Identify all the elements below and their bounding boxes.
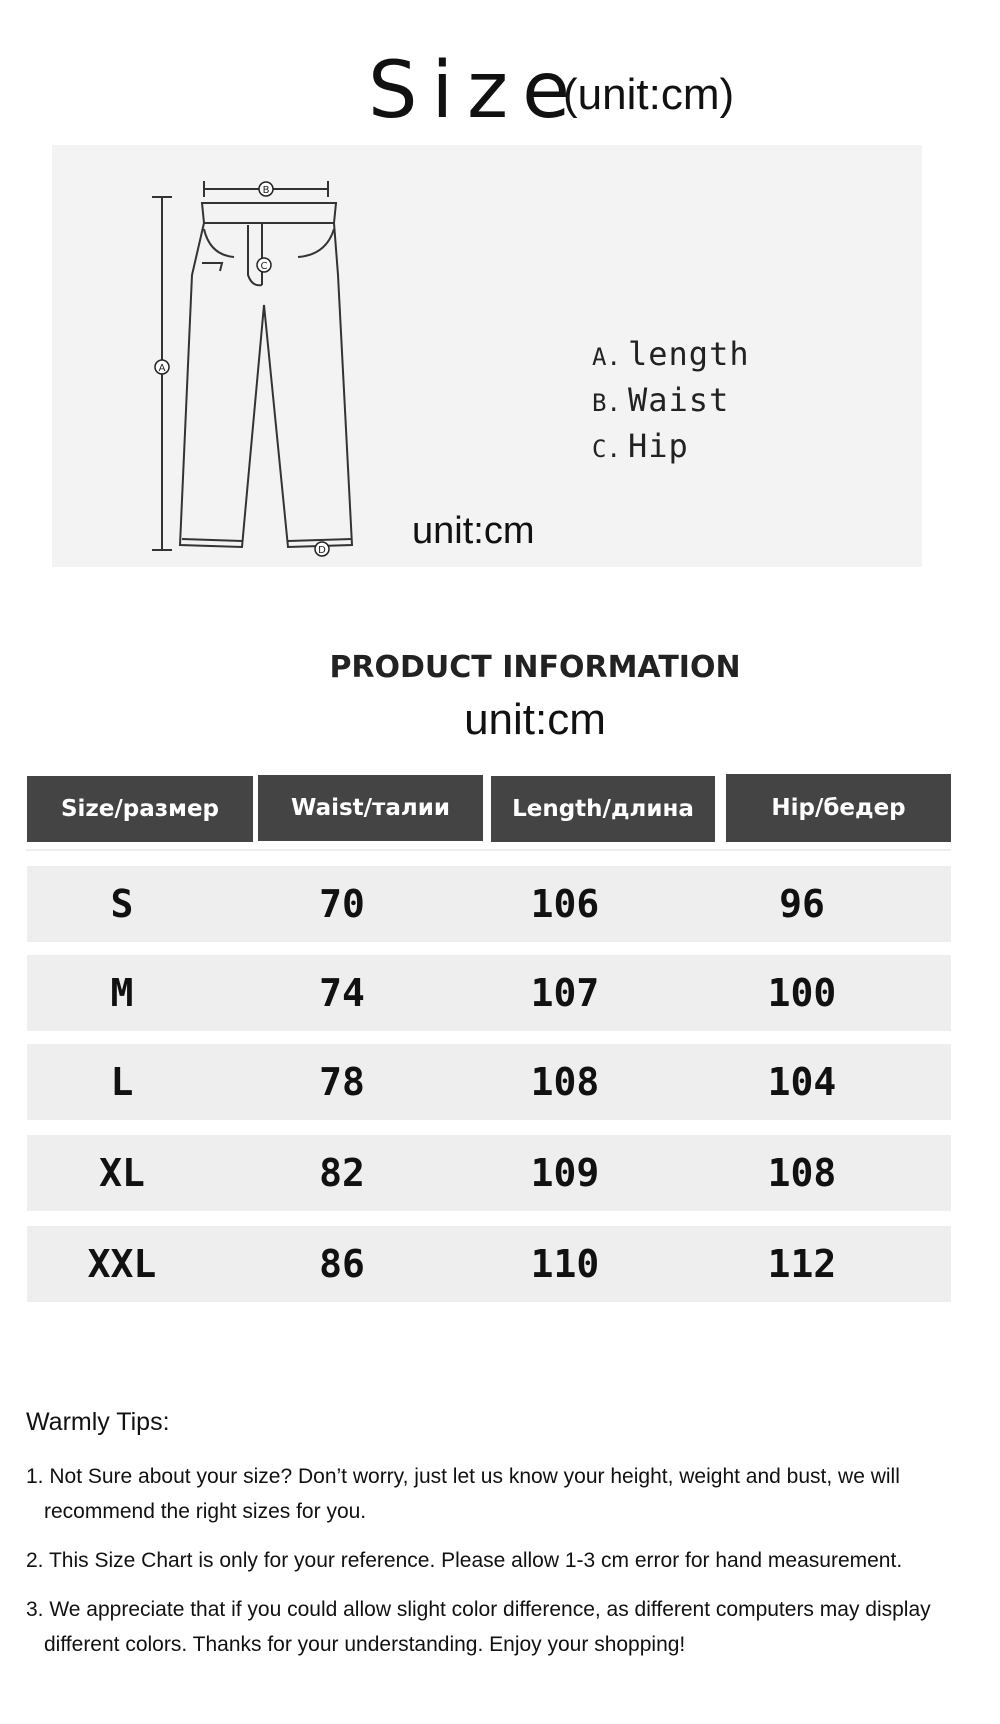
- cell-size: S: [110, 882, 134, 926]
- cell-waist: 74: [319, 971, 365, 1015]
- pants-illustration: [52, 145, 922, 567]
- cell-size: XXL: [87, 1242, 157, 1286]
- marker-b: [259, 182, 273, 196]
- cell-hip: 108: [767, 1151, 837, 1195]
- cell-size: M: [110, 971, 134, 1015]
- title-text: Size: [368, 46, 585, 136]
- legend-item-waist: [592, 381, 750, 427]
- cell-size: L: [110, 1060, 134, 1104]
- legend-key: A.: [592, 343, 621, 371]
- cell-hip: 96: [779, 882, 825, 926]
- header-divider: [26, 849, 951, 851]
- cell-waist: 78: [319, 1060, 365, 1104]
- marker-c: [257, 258, 271, 272]
- cell-length: 106: [530, 882, 600, 926]
- measurement-legend: [592, 335, 750, 473]
- cell-hip: 112: [767, 1242, 837, 1286]
- table-row: [27, 1044, 951, 1120]
- legend-label: length: [628, 335, 750, 373]
- legend-key: C.: [592, 435, 621, 463]
- legend-label: Waist: [628, 381, 730, 419]
- cell-size: XL: [99, 1151, 145, 1195]
- cell-waist: 86: [319, 1242, 365, 1286]
- cell-length: 108: [530, 1060, 600, 1104]
- table-row: [27, 1226, 951, 1302]
- tip-item: 2. This Size Chart is only for your reference. Please allow 1-3 cm error for hand measurement.: [26, 1549, 903, 1572]
- svg-text:C: C: [260, 261, 268, 272]
- product-info-title: PRODUCT INFORMATION: [329, 650, 741, 685]
- header-size: Size/размер: [27, 776, 253, 842]
- svg-text:D: D: [318, 545, 326, 556]
- legend-key: B.: [592, 389, 621, 417]
- cell-waist: 82: [319, 1151, 365, 1195]
- header-length: Length/длина: [491, 776, 715, 842]
- tips-section: [26, 1408, 976, 1676]
- cell-length: 109: [530, 1151, 600, 1195]
- legend-item-length: [592, 335, 750, 381]
- cell-length: 110: [530, 1242, 600, 1286]
- marker-d: [315, 542, 329, 556]
- svg-text:B: B: [262, 185, 270, 196]
- tips-title: Warmly Tips:: [26, 1408, 170, 1436]
- table-row: [27, 955, 951, 1031]
- diagram-unit-label: unit:cm: [412, 510, 535, 552]
- marker-a: [155, 360, 169, 374]
- product-info-unit: unit:cm: [464, 695, 606, 744]
- size-diagram: [52, 145, 922, 567]
- page-title: [0, 40, 1000, 136]
- header-hip: Hip/бедер: [726, 774, 951, 842]
- tip-item: 3. We appreciate that if you could allow slight color difference, as different computers may display different colors. Thanks for your understanding. Enjoy your shopping!: [26, 1598, 931, 1656]
- title-unit: (unit:cm): [563, 70, 735, 119]
- tip-item: 1. Not Sure about your size? Don’t worry, just let us know your height, weight and bust, we will recommend the right sizes for you.: [26, 1465, 900, 1523]
- cell-hip: 104: [767, 1060, 837, 1104]
- table-row: [27, 1135, 951, 1211]
- cell-length: 107: [530, 971, 600, 1015]
- cell-waist: 70: [319, 882, 365, 926]
- cell-hip: 100: [767, 971, 837, 1015]
- legend-label: Hip: [628, 427, 689, 465]
- header-waist: Waist/талии: [258, 775, 483, 841]
- legend-item-hip: [592, 427, 750, 473]
- svg-text:A: A: [158, 363, 166, 374]
- table-row: [27, 866, 951, 942]
